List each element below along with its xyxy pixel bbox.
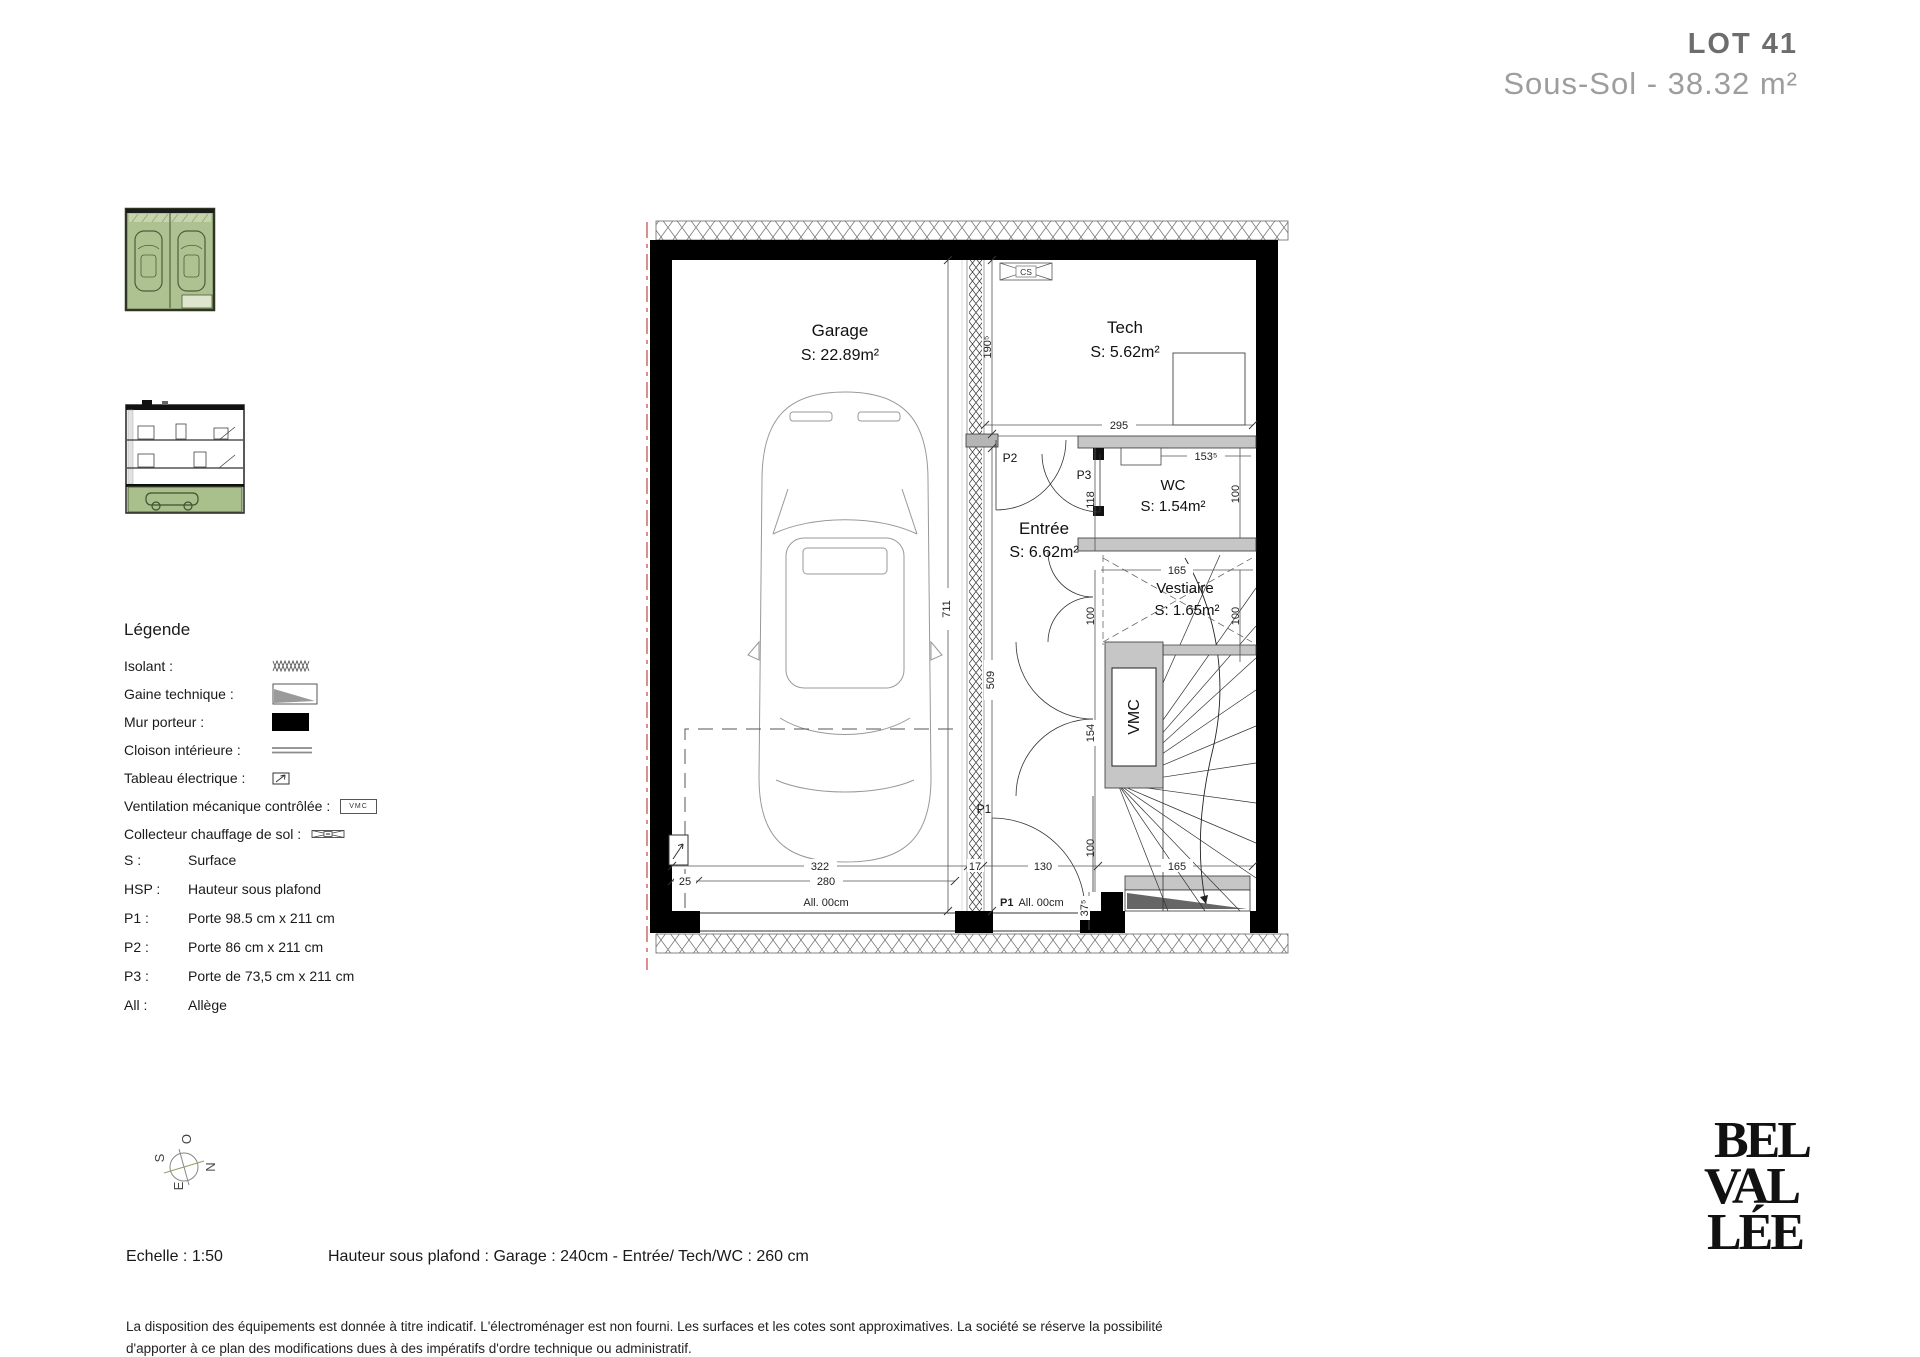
svg-text:154: 154 bbox=[1085, 723, 1097, 743]
wc-label: WC bbox=[1160, 477, 1186, 494]
gaine-symbol-icon bbox=[272, 683, 318, 705]
disclaimer bbox=[126, 1316, 1163, 1357]
entree-label: Entrée bbox=[1018, 519, 1070, 538]
wc-surface: S: 1.54m² bbox=[1140, 498, 1206, 515]
svg-text:100: 100 bbox=[1230, 606, 1242, 626]
legend-item-collecteur: Collecteur chauffage de sol : bbox=[124, 820, 464, 848]
disclaimer-line2: d'apporter à ce plan des modifications dues à des impératifs d'ordre technique ou administratif. bbox=[126, 1340, 692, 1356]
floor-subtitle: Sous-Sol - 38.32 m² bbox=[1503, 66, 1798, 101]
legend-item-gaine: Gaine technique : bbox=[124, 680, 464, 708]
vestiaire-surface: S: 1.65m² bbox=[1154, 602, 1220, 619]
tableau-electrique-symbol-icon bbox=[272, 772, 290, 785]
p1-label: P1 bbox=[976, 802, 992, 816]
svg-text:295: 295 bbox=[1109, 420, 1129, 432]
legend-item-vmc: Ventilation mécanique contrôlée : VMC bbox=[124, 792, 464, 820]
svg-text:165: 165 bbox=[1167, 861, 1187, 873]
svg-text:100: 100 bbox=[1230, 484, 1242, 504]
stair-landing-edge bbox=[1163, 645, 1256, 655]
scale-label: Echelle : 1:50 bbox=[126, 1248, 223, 1265]
svg-text:25: 25 bbox=[678, 876, 692, 888]
svg-text:VMC: VMC bbox=[1126, 699, 1143, 735]
collecteur-symbol-icon bbox=[311, 828, 345, 840]
abbr-row: S : Surface bbox=[124, 851, 237, 868]
compass-rose bbox=[134, 1116, 224, 1206]
compass-n: N bbox=[203, 1162, 218, 1172]
svg-text:280: 280 bbox=[816, 876, 836, 888]
svg-text:118: 118 bbox=[1085, 491, 1097, 509]
svg-text:130: 130 bbox=[1033, 861, 1053, 873]
svg-text:153⁵: 153⁵ bbox=[1194, 451, 1218, 463]
svg-text:509: 509 bbox=[985, 670, 997, 690]
lot-title: LOT 41 bbox=[1687, 28, 1798, 60]
abbr-row: P3 : Porte de 73,5 cm x 211 cm bbox=[124, 967, 355, 984]
legend-item-cloison: Cloison intérieure : bbox=[124, 736, 464, 764]
p2-label: P2 bbox=[1002, 451, 1018, 465]
svg-text:100: 100 bbox=[1085, 838, 1097, 858]
ceiling-height-label: Hauteur sous plafond : Garage : 240cm - Entrée/ Tech/WC : 260 cm bbox=[328, 1248, 809, 1265]
insulation-band-top bbox=[656, 221, 1288, 240]
compass-s: S bbox=[152, 1153, 167, 1163]
svg-text:100: 100 bbox=[1085, 606, 1097, 626]
abbreviations bbox=[124, 845, 354, 1019]
svg-text:322: 322 bbox=[810, 861, 830, 873]
insulation-band-bottom bbox=[656, 934, 1288, 953]
legend-item-tableau: Tableau électrique : bbox=[124, 764, 464, 792]
p1-allege: P1 All. 00cm bbox=[1000, 897, 1064, 909]
svg-text:37⁵: 37⁵ bbox=[1079, 899, 1091, 917]
mur-porteur-symbol-icon bbox=[272, 713, 309, 731]
thumbnail-section-mini[interactable] bbox=[124, 400, 248, 518]
thumbnail-plan-mini[interactable] bbox=[124, 207, 216, 312]
compass-o: O bbox=[179, 1133, 194, 1145]
isolant-symbol-icon bbox=[272, 659, 310, 673]
abbr-row: All : Allège bbox=[124, 996, 227, 1013]
garage-label: Garage bbox=[811, 321, 869, 340]
disclaimer-line1: La disposition des équipements est donnée à titre indicatif. L'électroménager est non fourni. Les surfaces et les cotes sont approximatives. La société se réserve la possibilité bbox=[126, 1319, 1163, 1334]
vmc-symbol-icon: VMC bbox=[340, 799, 377, 814]
closet-doors bbox=[1016, 552, 1093, 796]
floorplan-drawing bbox=[640, 218, 1320, 978]
legend bbox=[124, 620, 464, 848]
abbr-row: HSP : Hauteur sous plafond bbox=[124, 880, 322, 897]
tech-surface: S: 5.62m² bbox=[1090, 344, 1160, 361]
svg-text:190⁵: 190⁵ bbox=[982, 335, 994, 359]
tech-equipment bbox=[1173, 353, 1245, 425]
svg-text:711: 711 bbox=[941, 600, 953, 618]
tech-label: Tech bbox=[1107, 318, 1143, 337]
gaine-technique bbox=[1101, 876, 1250, 911]
tableau-electrique-symbol bbox=[669, 835, 688, 865]
collecteur-cs-symbol bbox=[1000, 263, 1052, 280]
vestiaire-label: Vestiaire bbox=[1156, 580, 1214, 597]
allege-garage: All. 00cm bbox=[803, 897, 849, 909]
legend-item-isolant: Isolant : bbox=[124, 652, 464, 680]
compass-e: E bbox=[171, 1181, 186, 1191]
title-block bbox=[1503, 28, 1798, 102]
cloison-symbol-icon bbox=[272, 745, 312, 755]
p3-label: P3 bbox=[1076, 468, 1092, 482]
legend-title: Légende bbox=[124, 620, 191, 639]
garage-surface: S: 22.89m² bbox=[800, 347, 880, 364]
legend-item-mur: Mur porteur : bbox=[124, 708, 464, 736]
vmc-enclosure bbox=[1105, 642, 1163, 788]
car-top-view bbox=[748, 392, 942, 862]
door-thresholds bbox=[700, 913, 1080, 931]
svg-text:165: 165 bbox=[1167, 565, 1187, 577]
abbr-row: P1 : Porte 98.5 cm x 211 cm bbox=[124, 909, 335, 926]
entree-surface: S: 6.62m² bbox=[1009, 544, 1079, 561]
svg-text:17: 17 bbox=[968, 861, 982, 873]
abbr-row: P2 : Porte 86 cm x 211 cm bbox=[124, 938, 324, 955]
belvallee-logo: BEL VAL LÉE bbox=[1704, 1112, 1810, 1261]
svg-text:CS: CS bbox=[1020, 267, 1032, 277]
